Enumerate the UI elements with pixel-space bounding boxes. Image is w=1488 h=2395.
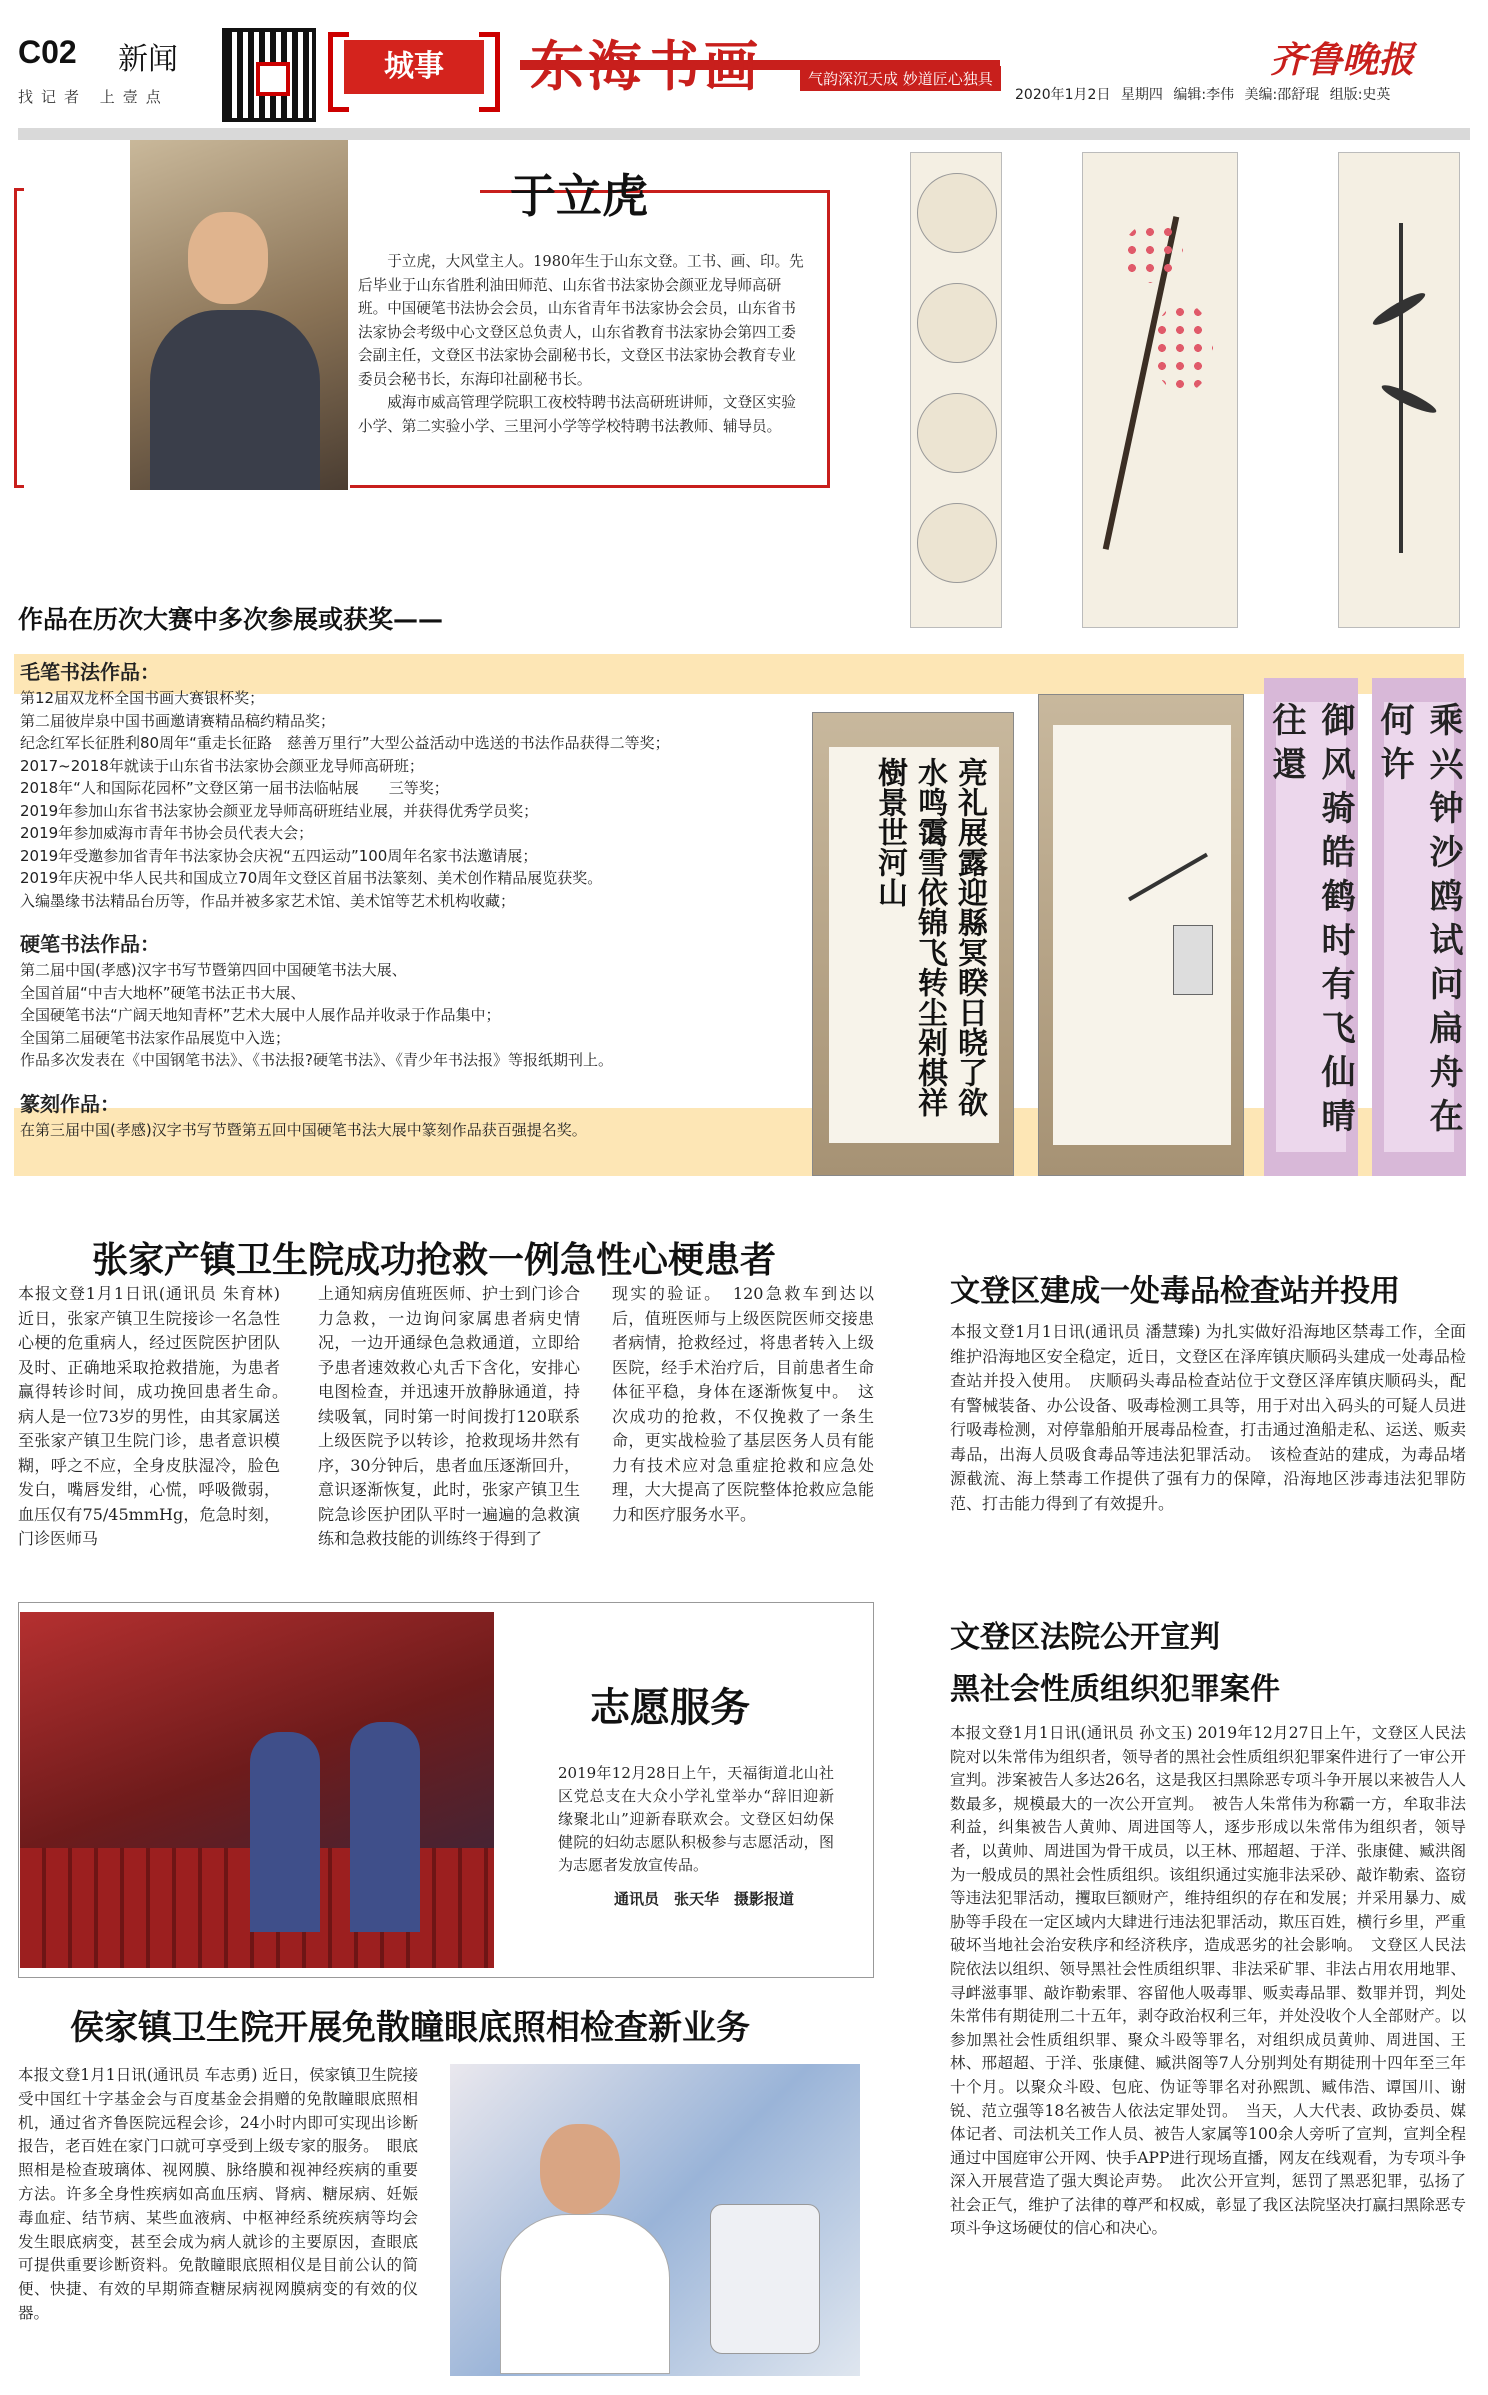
artwork-round-fans: [910, 152, 1002, 628]
portrait-photo: [130, 140, 348, 490]
artwork-purple-couplet-right: [1372, 678, 1466, 1176]
award-item: 2019年受邀参加省青年书法家协会庆祝“五四运动”100周年名家书法邀请展；: [20, 846, 538, 865]
artwork-scroll-orchid: [1038, 694, 1244, 1176]
top-bar: [18, 128, 1470, 140]
awards-heading: 作品在历次大赛中多次参展或获奖——: [18, 605, 444, 634]
artwork-purple-couplet-left: [1264, 678, 1358, 1176]
award-item: 全国首届“中吉大地杯”硬笔书法正书大展、: [20, 983, 306, 1002]
award-item: 2018年“人和国际花园杯”文登区第一届书法临帖展 三等奖；: [20, 779, 449, 797]
frame-bottom: [350, 485, 830, 488]
brush-title: 毛笔书法作品：: [20, 660, 160, 684]
article-body: 本报文登1月1日讯(通讯员 潘慧臻) 为扎实做好沿海地区禁毒工作，全面维护沿海地区安全稳定，近日，文登区在泽库镇庆顺码头建成一处毒品检查站并投入使用。 庆顺码头毒品检查站位于文登区泽库镇庆顺码头，配有警械装备、办公设备、吸毒检测工具等，用于对出入码头的可疑人员进行吸毒检测，对停靠船舶开展毒品检查，打击通过渔船走私、运送、贩卖毒品，出海人员吸食毒品等违法犯罪活动。 该检查站的建成，为毒品堵源截流、海上禁毒工作提供了强有力的保障，沿海地区涉毒违法犯罪防范、打击能力得到了有效提升。: [950, 1322, 1466, 1513]
article-column: 本报文登1月1日讯(通讯员 朱育林) 近日，张家产镇卫生院接诊一名急性心梗的危重病人，经过医院医护团队及时、正确地采取抢救措施，为患者赢得转诊时间，成功挽回患者生命。 病人是一位73岁的男性，由其家属送至张家产镇卫生院门诊，患者意识模糊，呼之不应，全身皮肤湿冷，脸色发白，嘴唇发绀，心慌，呼吸微弱，血压仅有75/45mmHg，危急时刻，门诊医师马: [18, 1284, 297, 1548]
article-title: 文登区建成一处毒品检查站并投用: [950, 1274, 1400, 1309]
seal-title: 篆刻作品：: [20, 1091, 120, 1116]
volunteer-credit: 通讯员 张天华 摄影报道: [614, 1890, 795, 1908]
newspaper-logo: 齐鲁晚报: [1270, 39, 1415, 81]
awards-list: [20, 652, 790, 1141]
article-body: 本报文登1月1日讯(通讯员 车志勇) 近日，侯家镇卫生院接受中国红十字基金会与百度基金会捐赠的免散瞳眼底照相机，通过省齐鲁医院远程会诊，24小时内即可实现出诊断报告，老百姓在家门口就可享受到上级专家的服务。 眼底照相是检查玻璃体、视网膜、脉络膜和视神经疾病的重要方法。许多全身性疾病如高血压病、肾病、糖尿病、妊娠毒血症、结节病、某些血液病、中枢神经系统疾病等均会发生眼底病变，甚至会成为病人就诊的主要原因，查眼底可提供重要诊断资料。免散瞳眼底照相仪是目前公认的简便、快捷、有效的早期筛查糖尿病视网膜病变的有效的仪器。: [18, 2066, 418, 2322]
header-sub: 找记者 上壹点: [18, 88, 169, 106]
editor: 编辑:李伟: [1173, 87, 1235, 103]
issue-date: 2020年1月2日: [1015, 87, 1111, 103]
designer: 美编:邵舒琨: [1244, 87, 1320, 103]
column-slogan: 气韵深沉天成 妙道匠心独具: [800, 66, 1001, 91]
award-item: 全国硬笔书法“广阔天地知青杯”艺术大展中人展作品并收录于作品集中；: [20, 1006, 501, 1024]
award-item: 入编墨缘书法精品台历等，作品并被多家艺术馆、美术馆等艺术机构收藏；: [20, 891, 516, 910]
award-item: 第二届中国(孝感)汉字书写节暨第四回中国硬笔书法大展、: [20, 961, 407, 979]
award-item: 第二届彼岸泉中国书画邀请赛精品稿约精品奖；: [20, 711, 336, 730]
award-item: 2019年参加山东省书法家协会颜亚龙导师高研班结业展，并获得优秀学员奖；: [20, 801, 539, 820]
page-code: C02: [18, 34, 77, 70]
award-item: 2019年参加威海市青年书协会员代表大会；: [20, 824, 314, 842]
volunteer-title: 志愿服务: [590, 1684, 750, 1731]
bio-paragraph: 威海市威高管理学院职工夜校特聘书法高研班讲师，文登区实验小学、第二实验小学、三里河小学等学校特聘书法教师、辅导员。: [358, 394, 796, 435]
article-column: 现实的验证。 120急救车到达以后，值班医师与上级医院医师交接患者病情，抢救经过，将患者转入上级医院，经手术治疗后，目前患者生命体征平稳，身体在逐渐恢复中。 这次成功的抢救，不仅挽救了一条生命，更实战检验了基层医务人员有能力有技术应对急重症抢救和应急处理，大大提高了医院整体抢救应急能力和医疗服务水平。: [612, 1284, 874, 1524]
article-title: 侯家镇卫生院开展免散瞳眼底照相检查新业务: [70, 2008, 750, 2048]
artwork-plum-blossom: [1082, 152, 1238, 628]
award-item: 第12届双龙杯全国书画大赛银杯奖；: [20, 689, 265, 707]
article-title: 文登区法院公开宣判: [950, 1620, 1220, 1655]
frame-right: [827, 190, 830, 485]
award-item: 2019年庆祝中华人民共和国成立70周年文登区首届书法篆刻、美术创作精品展览获奖。: [20, 869, 603, 887]
frame-left: [14, 188, 24, 488]
header-meta: [1015, 84, 1390, 104]
artwork-scroll-calligraphy: [812, 712, 1014, 1176]
section-tag: 城事: [344, 40, 484, 94]
column-logo: 东海书画: [530, 35, 762, 98]
couplet-text: 御风骑皓鹤时有飞仙晴往還: [1276, 702, 1346, 1152]
award-item: 纪念红军长征胜利80周年“重走长征路 慈善万里行”大型公益活动中选送的书法作品获得二等奖；: [20, 734, 670, 752]
scroll-text: 亮礼展露迎縣冥睽日晓了欲水鸣霭雪依锦飞转尘剁棋祥樹景世河山: [829, 747, 999, 1143]
hard-title: 硬笔书法作品：: [20, 932, 160, 956]
page-category: 新闻: [118, 42, 178, 77]
bio-paragraph: 于立虎，大风堂主人。1980年生于山东文登。工书、画、印。先后毕业于山东省胜利油田师范、山东省书法家协会颜亚龙导师高研班。中国硬笔书法协会会员，山东省青年书法家协会会员，山东省书法家协会考级中心文登区总负责人，山东省教育书法家协会第四工委会副主任，文登区书法家协会副秘书长，文登区书法家协会教育专业委员会秘书长，东海印社副秘书长。: [358, 253, 804, 388]
profile-name: 于立虎: [510, 169, 648, 223]
volunteer-photo: [20, 1612, 494, 1968]
profile-bio: [358, 250, 810, 438]
volunteer-caption: 2019年12月28日上午，天福街道北山社区党总支在大众小学礼堂举办“辞旧迎新 缘聚北山”迎新春联欢会。文登区妇幼保健院的妇幼志愿队积极参与志愿活动，图为志愿者发放宣传品。: [558, 1764, 850, 1874]
issue-weekday: 星期四: [1120, 87, 1163, 103]
couplet-text: 乘兴钟沙鸥试问扁舟在何许: [1384, 702, 1454, 1152]
article-column: 上通知病房值班医师、护士到门诊合力急救，一边询问家属患者病史情况，一边开通绿色急救通道，立即给予患者速效救心丸舌下含化，安排心电图检查，并迅速开放静脉通道，持续吸氧，同时第一时间拨打120联系上级医院予以转诊，抢救现场井然有序，30分钟后，患者血压逐渐回升，意识逐渐恢复，此时，张家产镇卫生院急诊医护团队平时一遍遍的急救演练和急救技能的训练终于得到了: [318, 1284, 580, 1548]
award-item: 在第三届中国(孝感)汉字书写节暨第五回中国硬笔书法大展中篆刻作品获百强提名奖。: [20, 1120, 587, 1139]
award-item: 全国第二届硬笔书法家作品展览中入选；: [20, 1028, 291, 1047]
article-title: 张家产镇卫生院成功抢救一例急性心梗患者: [92, 1240, 777, 1281]
artwork-bamboo: [1338, 152, 1460, 628]
proofreader: 组版:史英: [1329, 87, 1391, 103]
eye-exam-photo: [450, 2064, 860, 2376]
award-item: 2017~2018年就读于山东省书法家协会颜亚龙导师高研班；: [20, 756, 424, 775]
qr-code-icon[interactable]: [222, 28, 316, 122]
article-subtitle: 黑社会性质组织犯罪案件: [950, 1672, 1280, 1707]
article-body: 本报文登1月1日讯(通讯员 孙文玉) 2019年12月27日上午，文登区人民法院对以朱常伟为组织者，领导者的黑社会性质组织犯罪案件进行了一审公开宣判。涉案被告人多达26名，这是我区扫黑除恶专项斗争开展以来被告人人数最多，规模最大的一次公开宣判。 被告人朱常伟为称霸一方，牟取非法利益，纠集被告人黄帅、周进国等人，逐步形成以朱常伟为组织者，领导者，以黄帅、周进国为骨干成员，以王林、邢超超、于洋、张康健、臧洪阁为一般成员的黑社会性质组织。该组织通过实施非法采砂、敲诈勒索、盗窃等违法犯罪活动，攫取巨额财产，维持组织的存在和发展；并采用暴力、威胁等手段在一定区域内大肆进行违法犯罪活动，欺压百姓，横行乡里，严重破坏当地社会治安秩序和经济秩序，造成恶劣的社会影响。 文登区人民法院依法以组织、领导黑社会性质组织罪、非法采矿罪、非法占用农用地罪、寻衅滋事罪、敲诈勒索罪、容留他人吸毒罪、贩卖毒品罪、数罪并罚，判处朱常伟有期徒刑二十五年，剥夺政治权利三年，并处没收个人全部财产。以参加黑社会性质组织罪、聚众斗殴等罪名，对组织成员黄帅、周进国、王林、邢超超、于洋、张康健、臧洪阁等7人分别判处有期徒刑十四年至三年十个月。以聚众斗殴、包庇、伪证等罪名对孙熙凯、臧伟浩、谭国川、谢锐、范立强等18名被告人依法定罪处罚。 当天，人大代表、政协委员、媒体记者、司法机关工作人员、被告人家属等100余人旁听了宣判，宣判全程通过中国庭审公开网、快手APP进行现场直播，网友在线观看，为专项斗争深入开展营造了强大舆论声势。 此次公开宣判，惩罚了黑恶犯罪，弘扬了社会正气，维护了法律的尊严和权威，彰显了我区法院坚决打赢扫黑除恶专项斗争这场硬仗的信心和决心。: [950, 1724, 1466, 2238]
award-item: 作品多次发表在《中国钢笔书法》、《书法报?硬笔书法》、《青少年书法报》等报纸期刊上。: [20, 1051, 613, 1069]
